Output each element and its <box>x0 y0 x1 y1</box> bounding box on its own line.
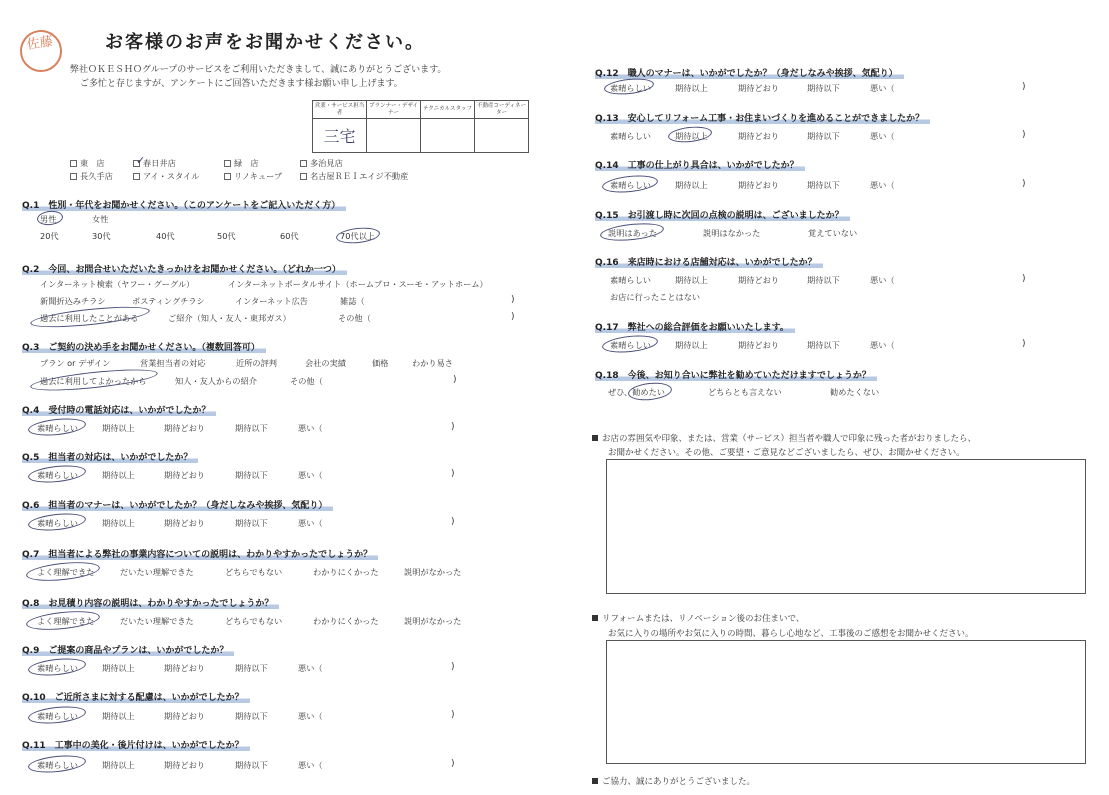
intro-line-2: ご多忙と存じますが、アンケートにご回答いただきます様お願い申し上げます。 <box>80 79 403 89</box>
q10-option-excellent[interactable]: 素晴らしい <box>37 711 78 721</box>
q3-option-friend-referral[interactable]: 知人・友人からの紹介 <box>175 376 257 386</box>
q16-option-as-expected[interactable]: 期待どおり <box>738 275 779 285</box>
q9-bad-close: ) <box>451 662 455 672</box>
q13-bad-close: ) <box>1022 130 1026 140</box>
q1-option-40s[interactable]: 40代 <box>156 231 175 241</box>
question-15: Q.15 お引渡し時に次回の点検の説明は、ございましたか？ <box>595 208 850 221</box>
q10-bad-close: ) <box>451 710 455 720</box>
question-16: Q.16 来店時における店舗対応は、いかがでしたか？ <box>595 255 823 268</box>
q2-option-posting-flyer[interactable]: ポスティングチラシ <box>132 296 205 306</box>
question-5: Q.5 担当者の対応は、いかがでしたか？ <box>22 450 198 463</box>
staff-header-technical: テクニカルスタッフ <box>421 101 475 119</box>
q4-option-above[interactable]: 期待以上 <box>102 423 135 433</box>
store-checkbox-4[interactable]: 多治見店 <box>300 158 343 169</box>
staff-realestate-value[interactable] <box>475 119 529 153</box>
question-4: Q.4 受付時の電話対応は、いかがでしたか？ <box>22 403 216 416</box>
question-14: Q.14 工事の仕上がり具合は、いかがでしたか？ <box>595 158 805 171</box>
question-9: Q.9 ご提案の商品やプランは、いかがでしたか？ <box>22 643 234 656</box>
store-checkbox-7[interactable]: リノキューブ <box>224 171 282 182</box>
q5-option-bad[interactable]: 悪い（ <box>298 470 323 480</box>
q12-option-below[interactable]: 期待以下 <box>807 83 840 93</box>
q16-option-never-visited[interactable]: お店に行ったことはない <box>610 292 701 302</box>
q3-option-reputation[interactable]: 近所の評判 <box>236 358 277 368</box>
intro-line-1: 弊社ＯＫＥＳＨＯグループのサービスをご利用いただきまして、誠にありがとうございます。 <box>70 65 447 75</box>
q16-option-bad[interactable]: 悪い（ <box>870 275 895 285</box>
q2-option-search[interactable]: インターネット検索（ヤフー・グーグル） <box>40 279 195 289</box>
checkmark-icon: ✓ <box>136 154 146 167</box>
comment2-prompt-line1: リフォームまたは、リノベーション後のお住まいで、 <box>592 612 804 624</box>
q14-option-above[interactable]: 期待以上 <box>675 180 708 190</box>
q11-option-excellent[interactable]: 素晴らしい <box>37 760 78 770</box>
q13-option-above[interactable]: 期待以上 <box>675 131 708 141</box>
question-8: Q.8 お見積り内容の説明は、わかりやすかったでしょうか？ <box>22 596 279 609</box>
q9-option-bad[interactable]: 悪い（ <box>298 663 323 673</box>
q17-option-excellent[interactable]: 素晴らしい <box>610 340 651 350</box>
q9-option-above[interactable]: 期待以上 <box>102 663 135 673</box>
q13-option-as-expected[interactable]: 期待どおり <box>738 131 779 141</box>
q3-option-price[interactable]: 価格 <box>372 358 389 368</box>
q1-option-70s-plus[interactable]: 70代以上 <box>340 231 375 241</box>
q14-option-bad[interactable]: 悪い（ <box>870 180 895 190</box>
question-10: Q.10 ご近所さまに対する配慮は、いかがでしたか？ <box>22 690 250 703</box>
q10-option-above[interactable]: 期待以上 <box>102 711 135 721</box>
q18-option-neither[interactable]: どちらとも言えない <box>708 387 782 397</box>
q18-option-no[interactable]: 勧めたくない <box>830 387 880 397</box>
q15-option-not-explained[interactable]: 説明はなかった <box>703 228 761 238</box>
question-17: Q.17 弊社への総合評価をお願いいたします。 <box>595 320 795 333</box>
q6-bad-close: ) <box>451 517 455 527</box>
q4-option-below[interactable]: 期待以下 <box>235 423 268 433</box>
q12-option-excellent[interactable]: 素晴らしい <box>610 83 651 93</box>
q8-option-mostly[interactable]: だいたい理解できた <box>120 616 194 626</box>
question-7: Q.7 担当者による弊社の事業内容についての説明は、わかりやすかったでしょうか？ <box>22 547 378 560</box>
q10-option-as-expected[interactable]: 期待どおり <box>164 711 205 721</box>
question-6: Q.6 担当者のマナーは、いかがでしたか？（身だしなみや挨拶、気配り） <box>22 498 333 511</box>
question-13: Q.13 安心してリフォーム工事・お住まいづくりを進めることができましたか？ <box>595 111 930 124</box>
staff-header-sales: 営業・サービス担当者 <box>313 101 367 119</box>
comment1-prompt-line1: お店の雰囲気や印象、または、営業（サービス）担当者や職人で印象に残った者がおりましたら、 <box>592 432 976 444</box>
q6-option-bad[interactable]: 悪い（ <box>298 518 323 528</box>
q6-option-below[interactable]: 期待以下 <box>235 518 268 528</box>
q2-option-past-use[interactable]: 過去に利用したことがある <box>40 313 139 323</box>
q17-bad-close: ) <box>1022 339 1026 349</box>
q3-option-clarity[interactable]: わかり易さ <box>412 358 453 368</box>
q7-option-neither[interactable]: どちらでもない <box>225 567 283 577</box>
q3-option-other[interactable]: その他（ <box>290 376 323 386</box>
q17-option-below[interactable]: 期待以下 <box>807 340 840 350</box>
footer-thanks: ご協力、誠にありがとうございました。 <box>592 775 755 787</box>
question-1: Q.1 性別・年代をお聞かせください。（このアンケートをご記入いただく方） <box>22 198 346 211</box>
q4-option-excellent[interactable]: 素晴らしい <box>37 423 78 433</box>
store-checkbox-5[interactable]: 長久手店 <box>70 171 113 182</box>
question-11: Q.11 工事中の美化・後片付けは、いかがでしたか？ <box>22 738 250 751</box>
q15-option-dont-remember[interactable]: 覚えていない <box>808 228 858 238</box>
staff-sales-value[interactable]: 三宅 <box>313 119 367 153</box>
q9-option-as-expected[interactable]: 期待どおり <box>164 663 205 673</box>
q5-option-excellent[interactable]: 素晴らしい <box>37 470 78 480</box>
q3-option-track-record[interactable]: 会社の実績 <box>305 358 346 368</box>
q3-option-past-good[interactable]: 過去に利用してよかったから <box>40 376 147 386</box>
q9-option-excellent[interactable]: 素晴らしい <box>37 663 78 673</box>
staff-header-realestate: 不動産コーディネーター <box>475 101 529 119</box>
q9-option-below[interactable]: 期待以下 <box>235 663 268 673</box>
q12-option-bad[interactable]: 悪い（ <box>870 83 895 93</box>
staff-header-planner: プランナー・デザイナー <box>367 101 421 119</box>
store-checkbox-2[interactable]: 春日井店 <box>133 158 176 169</box>
bullet-square-icon <box>592 435 598 441</box>
q13-option-below[interactable]: 期待以下 <box>807 131 840 141</box>
q13-option-bad[interactable]: 悪い（ <box>870 131 895 141</box>
q11-option-above[interactable]: 期待以上 <box>102 760 135 770</box>
q16-option-below[interactable]: 期待以下 <box>807 275 840 285</box>
q3-option-sales-response[interactable]: 営業担当者の対応 <box>140 358 206 368</box>
staff-planner-value[interactable] <box>367 119 421 153</box>
q8-option-no-explanation[interactable]: 説明がなかった <box>404 616 462 626</box>
q2-option-other[interactable]: その他（ <box>338 313 371 323</box>
q5-bad-close: ) <box>451 469 455 479</box>
q16-option-above[interactable]: 期待以上 <box>675 275 708 285</box>
q5-option-below[interactable]: 期待以下 <box>235 470 268 480</box>
q12-option-as-expected[interactable]: 期待どおり <box>738 83 779 93</box>
bullet-square-icon <box>592 615 598 621</box>
q10-option-below[interactable]: 期待以下 <box>235 711 268 721</box>
q6-option-above[interactable]: 期待以上 <box>102 518 135 528</box>
q1-option-60s[interactable]: 60代 <box>280 231 299 241</box>
q11-option-as-expected[interactable]: 期待どおり <box>164 760 205 770</box>
q3-other-close: ) <box>453 375 457 385</box>
q18-option-definitely[interactable]: ぜひ、勧めたい <box>608 387 665 397</box>
q11-option-below[interactable]: 期待以下 <box>235 760 268 770</box>
q11-option-bad[interactable]: 悪い（ <box>298 760 323 770</box>
q4-bad-close: ) <box>451 422 455 432</box>
q3-option-plan-design[interactable]: プラン or デザイン <box>40 358 111 368</box>
q8-option-neither[interactable]: どちらでもない <box>225 616 283 626</box>
q12-bad-close: ) <box>1022 82 1026 92</box>
q14-option-excellent[interactable]: 素晴らしい <box>610 180 651 190</box>
q2-other-close: ) <box>511 312 515 322</box>
q17-option-as-expected[interactable]: 期待どおり <box>738 340 779 350</box>
q16-bad-close: ) <box>1022 274 1026 284</box>
q4-option-as-expected[interactable]: 期待どおり <box>164 423 205 433</box>
question-2: Q.2 今回、お問合せいただいたきっかけをお聞かせください。（どれか一つ） <box>22 262 347 275</box>
q7-option-hard[interactable]: わかりにくかった <box>313 567 379 577</box>
question-3: Q.3 ご契約の決め手をお聞かせください。（複数回答可） <box>22 340 266 353</box>
q6-option-as-expected[interactable]: 期待どおり <box>164 518 205 528</box>
q2-option-internet-ad[interactable]: インターネット広告 <box>235 296 308 306</box>
store-checkbox-6[interactable]: アイ・スタイル <box>133 171 199 182</box>
staff-table <box>312 100 529 153</box>
q2-magazine-close: ) <box>511 295 515 305</box>
q4-option-bad[interactable]: 悪い（ <box>298 423 323 433</box>
q5-option-above[interactable]: 期待以上 <box>102 470 135 480</box>
q1-option-50s[interactable]: 50代 <box>217 231 236 241</box>
bullet-square-icon <box>592 778 598 784</box>
question-18: Q.18 今後、お知り合いに弊社を勧めていただけますでしょうか？ <box>595 368 877 381</box>
q11-bad-close: ) <box>451 759 455 769</box>
q8-option-hard[interactable]: わかりにくかった <box>313 616 379 626</box>
comment1-prompt-line2: お聞かせください。その他、ご要望・ご意見などございましたら、ぜひ、お聞かせください。 <box>608 448 965 458</box>
store-checkbox-1[interactable]: 東 店 <box>70 158 105 169</box>
q1-option-male[interactable]: 男性 <box>40 214 57 224</box>
q12-option-above[interactable]: 期待以上 <box>675 83 708 93</box>
comment1-textarea[interactable] <box>606 459 1086 594</box>
q5-option-as-expected[interactable]: 期待どおり <box>164 470 205 480</box>
q17-option-bad[interactable]: 悪い（ <box>870 340 895 350</box>
q6-option-excellent[interactable]: 素晴らしい <box>37 518 78 528</box>
q14-option-as-expected[interactable]: 期待どおり <box>738 180 779 190</box>
q14-option-below[interactable]: 期待以下 <box>807 180 840 190</box>
q7-option-no-explanation[interactable]: 説明がなかった <box>404 567 462 577</box>
q14-bad-close: ) <box>1022 179 1026 189</box>
q1-option-30s[interactable]: 30代 <box>92 231 111 241</box>
q8-option-understood-well[interactable]: よく理解できた <box>37 616 95 626</box>
store-checkbox-8[interactable]: 名古屋ＲＥＩエイジ不動産 <box>300 171 408 182</box>
q7-option-mostly[interactable]: だいたい理解できた <box>120 567 194 577</box>
comment2-textarea[interactable] <box>606 640 1086 764</box>
q16-option-excellent[interactable]: 素晴らしい <box>610 275 651 285</box>
q17-option-above[interactable]: 期待以上 <box>675 340 708 350</box>
comment2-prompt-line2: お気に入りの場所やお気に入りの時間、暮らし心地など、工事後のご感想をお聞かせください。 <box>608 629 974 639</box>
q15-option-explained[interactable]: 説明はあった <box>608 228 658 238</box>
q2-option-newspaper-flyer[interactable]: 新聞折込みチラシ <box>40 296 106 306</box>
staff-technical-value[interactable] <box>421 119 475 153</box>
question-12: Q.12 職人のマナーは、いかがでしたか？（身だしなみや挨拶、気配り） <box>595 66 904 79</box>
page-title: お客様のお声をお聞かせください。 <box>105 32 425 53</box>
store-checkbox-3[interactable]: 緑 店 <box>224 158 259 169</box>
q1-option-20s[interactable]: 20代 <box>40 231 59 241</box>
q10-option-bad[interactable]: 悪い（ <box>298 711 323 721</box>
q7-option-understood-well[interactable]: よく理解できた <box>37 567 95 577</box>
q2-option-referral[interactable]: ご紹介（知人・友人・東邦ガス） <box>168 313 291 323</box>
seal-stamp: 佐藤 <box>17 27 64 74</box>
q13-option-excellent[interactable]: 素晴らしい <box>610 131 651 141</box>
q1-option-female[interactable]: 女性 <box>92 214 109 224</box>
q2-option-magazine[interactable]: 雑誌（ <box>340 296 365 306</box>
q2-option-portal[interactable]: インターネットポータルサイト（ホームプロ・スーモ・アットホーム） <box>228 279 488 289</box>
